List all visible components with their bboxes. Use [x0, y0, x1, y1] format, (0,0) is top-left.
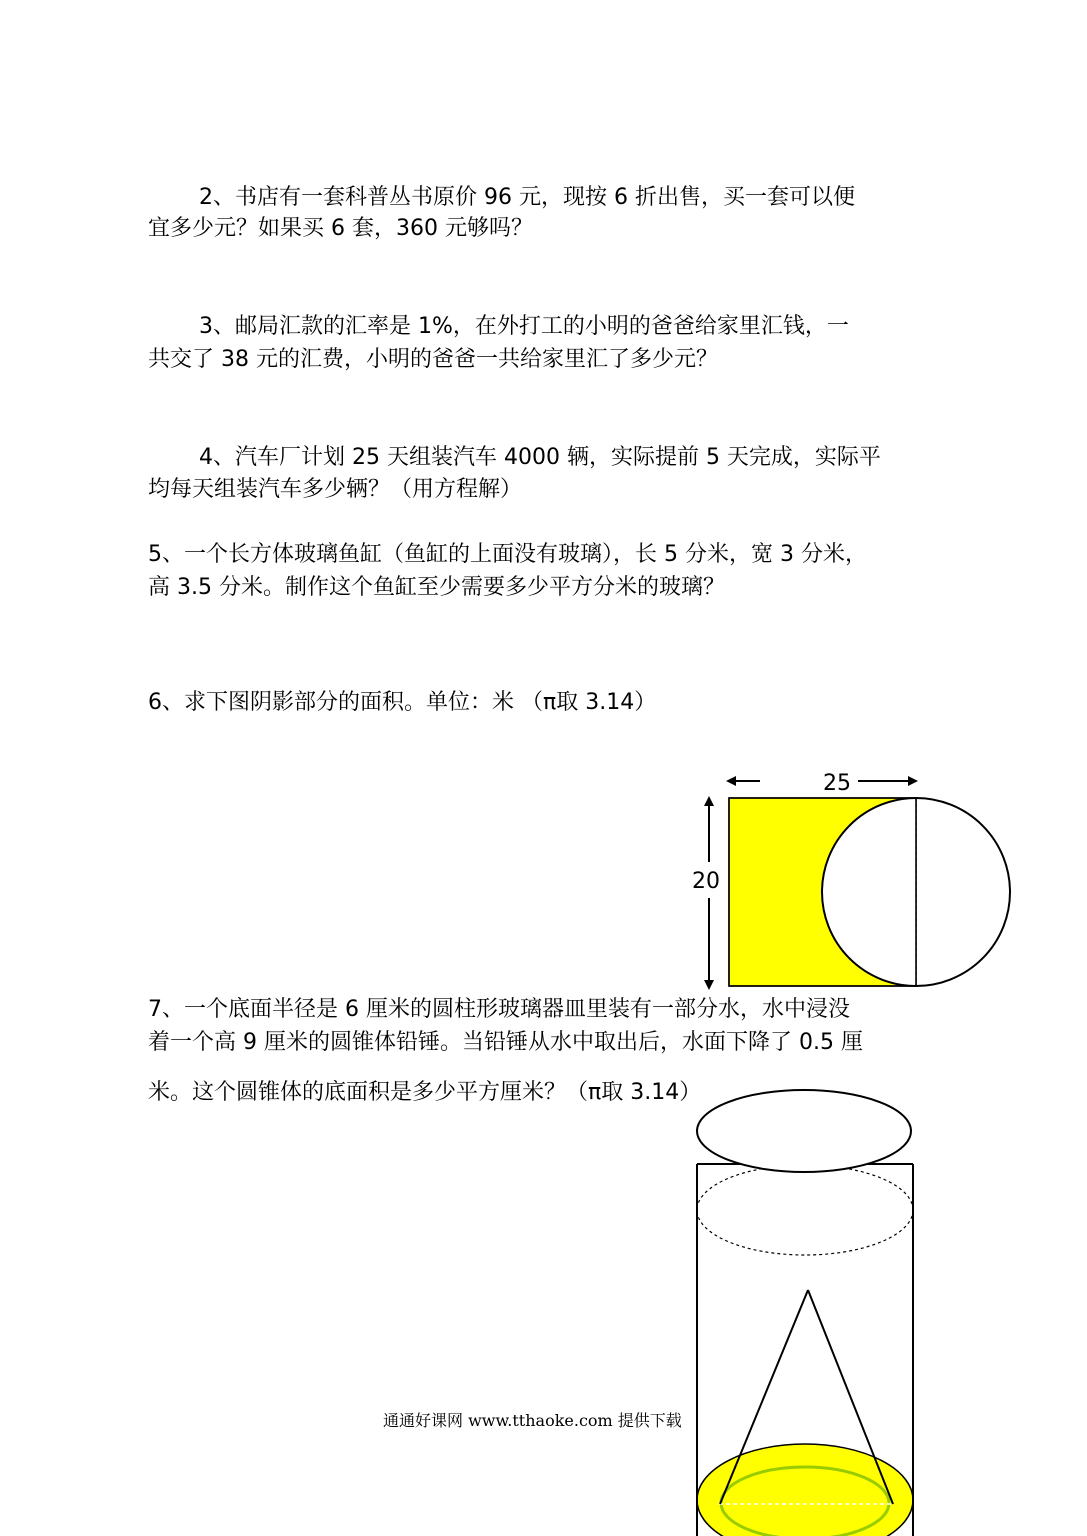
problem-5-line-2: 高 3.5 分米。制作这个鱼缸至少需要多少平方分米的玻璃？: [148, 575, 725, 600]
height-label: 20: [692, 869, 720, 894]
width-label: 25: [823, 771, 851, 796]
cylinder-lid-ellipse: [697, 1090, 911, 1172]
water-surface: [697, 1444, 913, 1536]
problem-4-line-1: 4、汽车厂计划 25 天组装汽车 4000 辆，实际提前 5 天完成，实际平: [199, 445, 881, 470]
page-footer: 通通好课网 www.tthaoke.com 提供下载: [383, 1411, 682, 1430]
problem-7-line-2: 着一个高 9 厘米的圆锥体铅锤。当铅锤从水中取出后，水面下降了 0.5 厘: [148, 1030, 863, 1055]
problem-4-line-2: 均每天组装汽车多少辆？（用方程解）: [148, 477, 523, 502]
cylinder-top-dashed-ellipse: [697, 1165, 913, 1255]
problem-6-line-1: 6、求下图阴影部分的面积。单位：米 （π取 3.14）: [148, 690, 657, 715]
problem-2-line-2: 宜多少元？如果买 6 套，360 元够吗？: [148, 216, 533, 241]
problem-7-line-1: 7、一个底面半径是 6 厘米的圆柱形玻璃器皿里装有一部分水，水中浸没: [148, 997, 850, 1022]
problem-3-line-2: 共交了 38 元的汇费，小明的爸爸一共给家里汇了多少元？: [148, 347, 718, 372]
problem-7-line-3: 米。这个圆锥体的底面积是多少平方厘米？（π取 3.14）: [148, 1080, 702, 1105]
problem-5-line-1: 5、一个长方体玻璃鱼缸（鱼缸的上面没有玻璃），长 5 分米，宽 3 分米，: [148, 542, 867, 567]
problem-2-line-1: 2、书店有一套科普丛书原价 96 元，现按 6 折出售，买一套可以便: [199, 185, 855, 210]
problem-3-line-1: 3、邮局汇款的汇率是 1%，在外打工的小明的爸爸给家里汇钱，一: [199, 314, 849, 339]
